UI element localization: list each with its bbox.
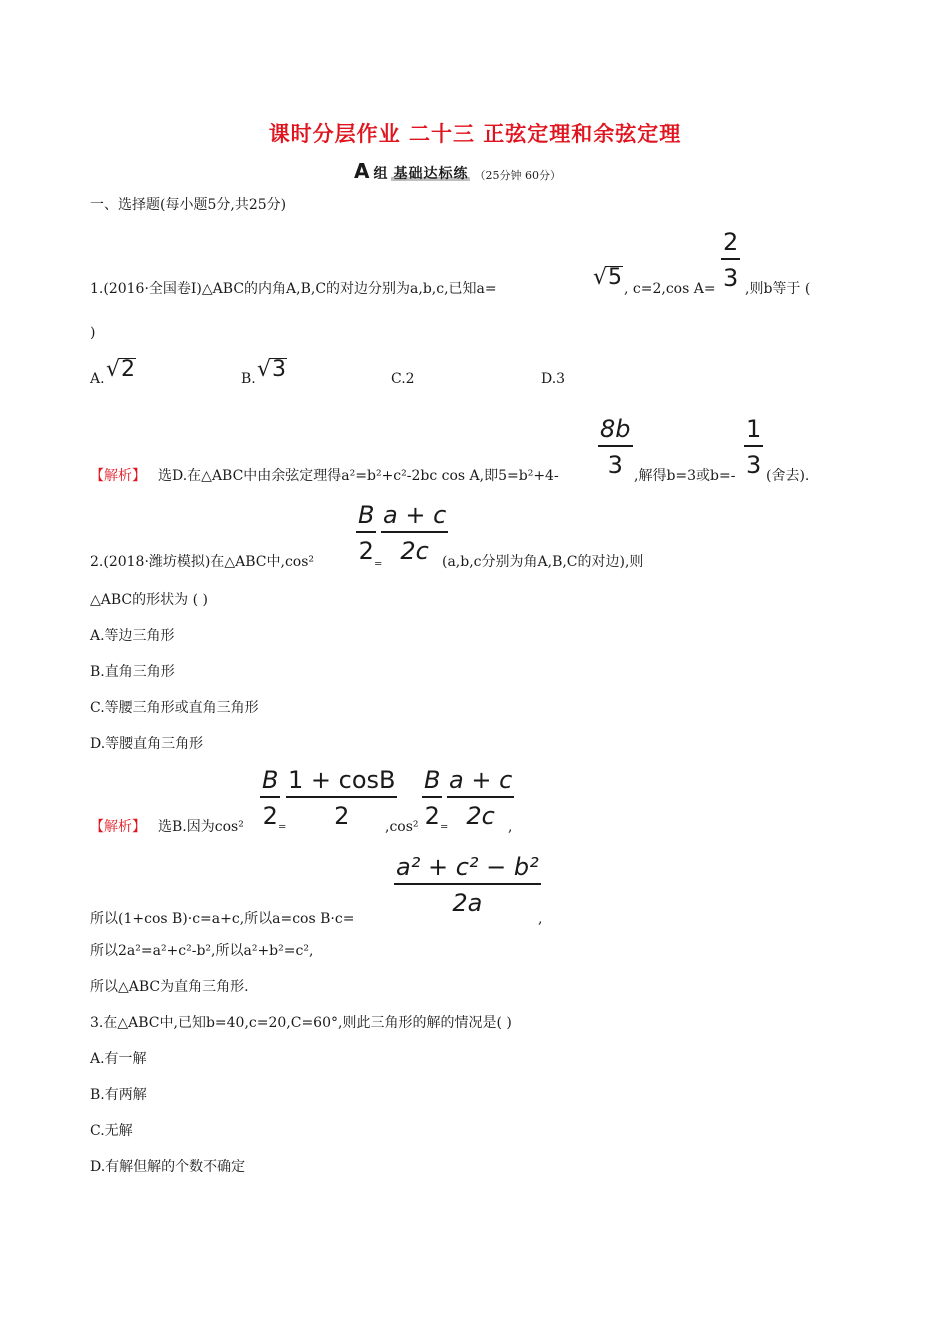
q2-analysis-a: 选B.因为cos² xyxy=(158,819,244,835)
q2-analysis-line4: 所以△ABC为直角三角形. xyxy=(90,979,249,995)
group-time: （25分钟 60分） xyxy=(474,169,561,182)
q1-analysis-tag: 【解析】 xyxy=(90,468,146,484)
q2-analysis-half1-num: B xyxy=(262,766,279,794)
q2-analysis-half1 xyxy=(260,768,280,828)
q1-sqrt-a: √5 xyxy=(593,265,623,290)
q1-analysis-a: 选D.在△ABC中由余弦定理得a²=b²+c²-2bc cos A,即5=b²+4- xyxy=(158,468,559,484)
q2-analysis-line2-comma: , xyxy=(538,911,543,927)
q1-sqrt-a-radicand: 5 xyxy=(608,265,623,290)
page-title: 课时分层作业 二十三 正弦定理和余弦定理 xyxy=(268,122,682,146)
q1-option-a-radicand: 2 xyxy=(121,357,136,382)
q1-cosA-fraction xyxy=(721,230,740,290)
q2-half-num: B xyxy=(358,501,375,529)
q1-frac-num: 2 xyxy=(723,228,739,256)
q2-text-c: △ABC的形状为 ( ) xyxy=(90,592,208,608)
q3-text: 3.在△ABC中,已知b=40,c=20,C=60°,则此三角形的解的情况是( ) xyxy=(90,1015,512,1031)
q2-frac-num: a + c xyxy=(383,501,447,529)
q2-option-a: A.等边三角形 xyxy=(90,628,175,644)
q1-text-b: , c=2,cos A= xyxy=(624,281,716,297)
q1-option-a-prefix: A. xyxy=(90,371,105,387)
q1-analysis-c: (舍去). xyxy=(766,468,810,484)
q1-option-b-prefix: B. xyxy=(241,371,256,387)
group-letter: A xyxy=(354,159,370,183)
q1-option-b-sqrt: √3 xyxy=(257,357,287,382)
q2-frac-den: 2c xyxy=(400,536,429,565)
q2-analysis-frac2 xyxy=(447,768,514,828)
q2-analysis-line2-fraction xyxy=(394,855,541,915)
q2-text-a: 2.(2018·潍坊模拟)在△ABC中,cos² xyxy=(90,554,315,570)
q1-text-a: 1.(2016·全国卷Ⅰ)△ABC的内角A,B,C的对边分别为a,b,c,已知a= xyxy=(90,281,497,297)
q3-option-c: C.无解 xyxy=(90,1123,133,1139)
q2-analysis-comma: , xyxy=(508,819,513,835)
q2-option-d: D.等腰直角三角形 xyxy=(90,736,204,752)
q1-analysis-frac1 xyxy=(598,417,633,477)
q2-analysis-half1-den: 2 xyxy=(262,801,278,830)
q2-option-c: C.等腰三角形或直角三角形 xyxy=(90,700,259,716)
q1-option-d: D.3 xyxy=(541,371,566,387)
q3-option-b: B.有两解 xyxy=(90,1087,147,1103)
q2-analysis-frac2-den: 2c xyxy=(466,801,495,830)
q1-text-d: ) xyxy=(90,325,96,341)
q1-analysis-frac2 xyxy=(744,417,763,477)
q2-analysis-eq2: = xyxy=(440,822,449,833)
q2-analysis-line2-den: 2a xyxy=(452,888,483,917)
q3-option-a: A.有一解 xyxy=(90,1051,147,1067)
q1-analysis-frac1-num: 8b xyxy=(600,415,631,443)
q2-analysis-mid: ,cos² xyxy=(385,819,419,835)
q1-option-a-sqrt: √2 xyxy=(106,357,136,382)
q1-analysis-frac2-den: 3 xyxy=(746,450,762,479)
q2-fraction xyxy=(381,503,448,563)
q2-analysis-half2-num: B xyxy=(424,766,441,794)
q2-equals: = xyxy=(374,559,383,570)
q2-analysis-line2: 所以(1+cos B)·c=a+c,所以a=cos B·c= xyxy=(90,911,355,927)
q1-analysis-b: ,解得b=3或b=- xyxy=(634,468,736,484)
group-header xyxy=(354,161,561,181)
q1-frac-den: 3 xyxy=(723,263,739,292)
q2-analysis-half2-den: 2 xyxy=(424,801,440,830)
q1-option-c: C.2 xyxy=(391,371,415,387)
q2-half-den: 2 xyxy=(358,536,374,565)
q2-analysis-frac1 xyxy=(286,768,397,828)
q2-analysis-line3: 所以2a²=a²+c²-b²,所以a²+b²=c², xyxy=(90,943,314,959)
q2-analysis-frac1-num: 1 + cosB xyxy=(288,766,396,794)
q2-analysis-eq1: = xyxy=(278,822,287,833)
q3-option-d: D.有解但解的个数不确定 xyxy=(90,1159,246,1175)
q1-analysis-frac1-den: 3 xyxy=(607,450,623,479)
section-heading: 一、选择题(每小题5分,共25分) xyxy=(90,197,287,213)
q1-analysis-frac2-num: 1 xyxy=(746,415,762,443)
q2-option-b: B.直角三角形 xyxy=(90,664,175,680)
q2-analysis-frac2-num: a + c xyxy=(449,766,513,794)
q2-half-angle-fraction xyxy=(356,503,376,563)
q2-analysis-frac1-den: 2 xyxy=(334,801,350,830)
q2-analysis-line2-num: a² + c² − b² xyxy=(396,853,539,881)
q1-text-c: ,则b等于 ( xyxy=(745,281,811,297)
q1-option-b-radicand: 3 xyxy=(272,357,287,382)
group-name: 组 xyxy=(373,166,388,182)
q2-analysis-tag: 【解析】 xyxy=(90,819,146,835)
q2-analysis-half2 xyxy=(422,768,442,828)
q2-text-b: (a,b,c分别为角A,B,C的对边),则 xyxy=(442,554,644,570)
group-label: 基础达标练 xyxy=(393,166,469,182)
